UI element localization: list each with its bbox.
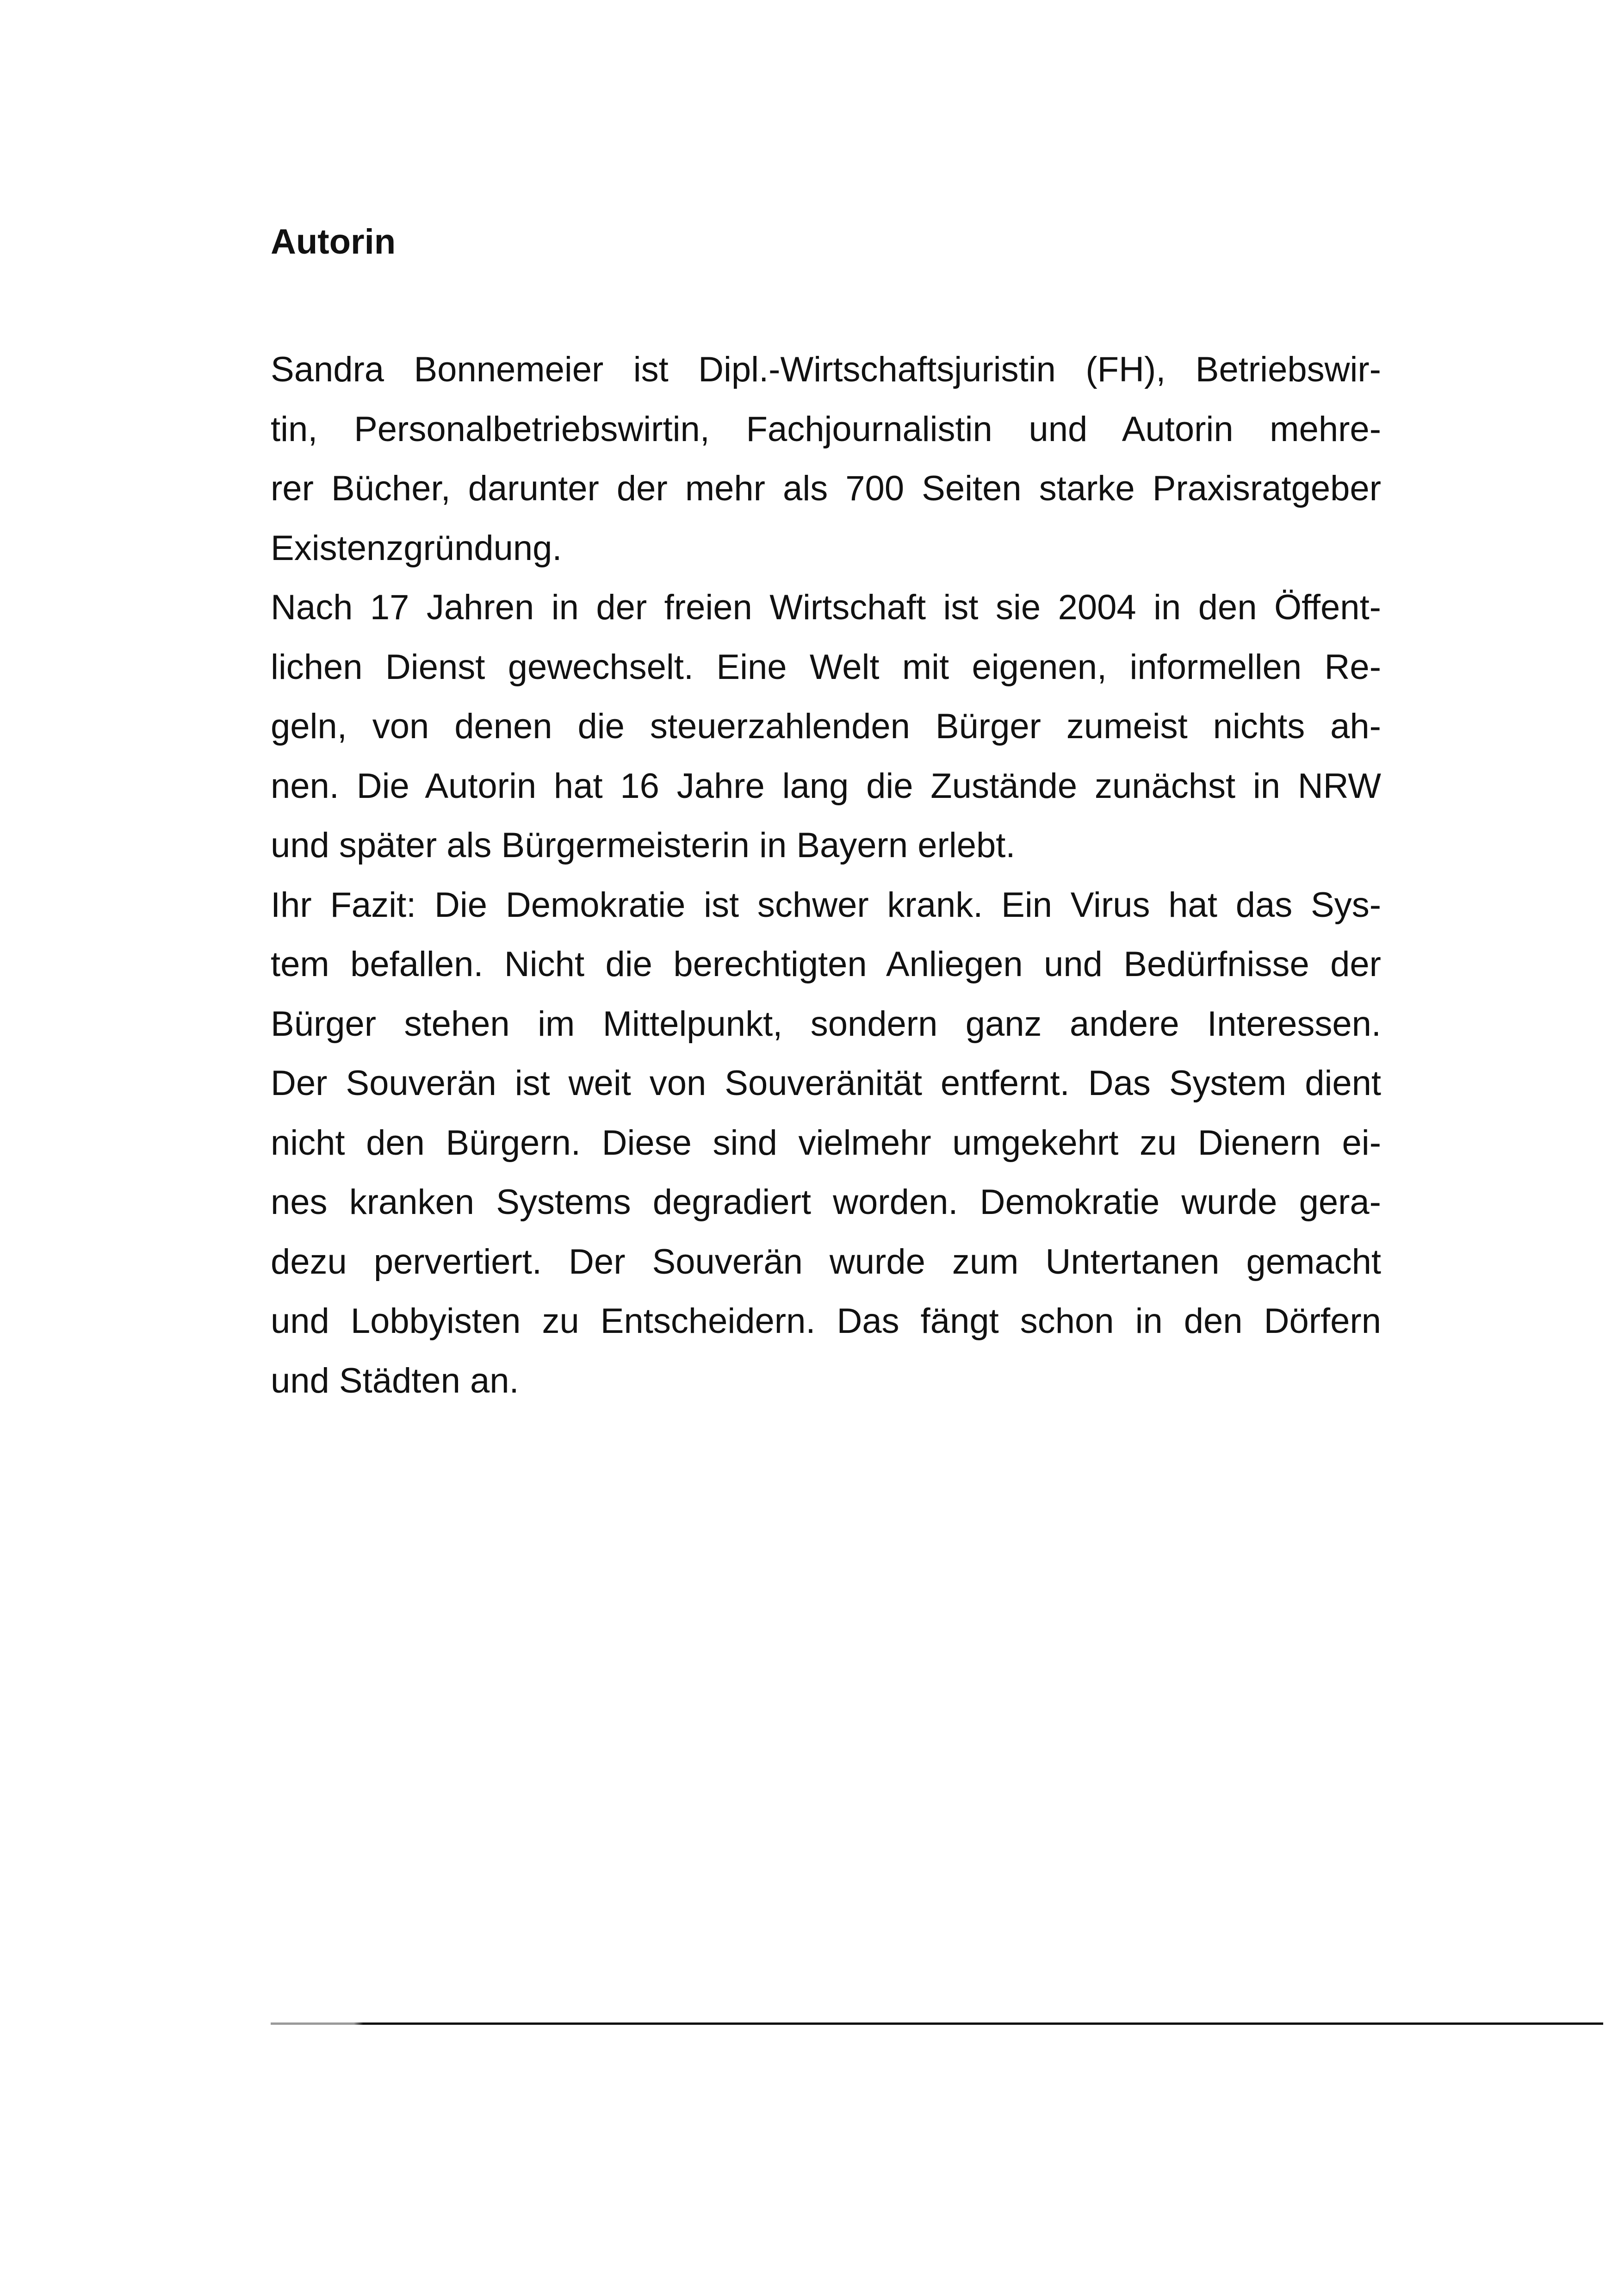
text-line: rer Bücher, darunter der mehr als 700 Seiten starke Praxisratgeber	[271, 469, 1381, 508]
text-line: nes kranken Systems degradiert worden. Demokratie wurde gera-	[271, 1182, 1381, 1222]
text-line: dezu pervertiert. Der Souverän wurde zum Untertanen gemacht	[271, 1242, 1381, 1282]
text-line: nicht den Bürgern. Diese sind vielmehr umgekehrt zu Dienern ei-	[271, 1123, 1381, 1163]
text-line: geln, von denen die steuerzahlenden Bürger zumeist nichts ah-	[271, 707, 1381, 746]
text-line: Bürger stehen im Mittelpunkt, sondern ganz andere Interessen.	[271, 1004, 1381, 1044]
text-line: tem befallen. Nicht die berechtigten Anliegen und Bedürfnisse der	[271, 945, 1381, 984]
page-heading: Autorin	[271, 222, 396, 261]
text-line: und Lobbyisten zu Entscheidern. Das fängt schon in den Dörfern	[271, 1301, 1381, 1341]
text-line: Sandra Bonnemeier ist Dipl.-Wirtschaftsjuristin (FH), Betriebswir-	[271, 350, 1381, 389]
text-line: nen. Die Autorin hat 16 Jahre lang die Zustände zunächst in NRW	[271, 766, 1381, 806]
footer-divider	[271, 2022, 1603, 2025]
text-line: und Städten an.	[271, 1361, 519, 1400]
text-line: Der Souverän ist weit von Souveränität entfernt. Das System dient	[271, 1064, 1381, 1103]
text-line: tin, Personalbetriebswirtin, Fachjournalistin und Autorin mehre-	[271, 409, 1381, 449]
text-line: Nach 17 Jahren in der freien Wirtschaft ist sie 2004 in den Öffent-	[271, 588, 1381, 627]
biography-text	[271, 340, 1381, 1411]
text-line: und später als Bürgermeisterin in Bayern erlebt.	[271, 826, 1016, 865]
text-line: Existenzgründung.	[271, 528, 562, 568]
text-line: lichen Dienst gewechselt. Eine Welt mit eigenen, informellen Re-	[271, 647, 1381, 687]
text-line: Ihr Fazit: Die Demokratie ist schwer krank. Ein Virus hat das Sys-	[271, 885, 1381, 925]
